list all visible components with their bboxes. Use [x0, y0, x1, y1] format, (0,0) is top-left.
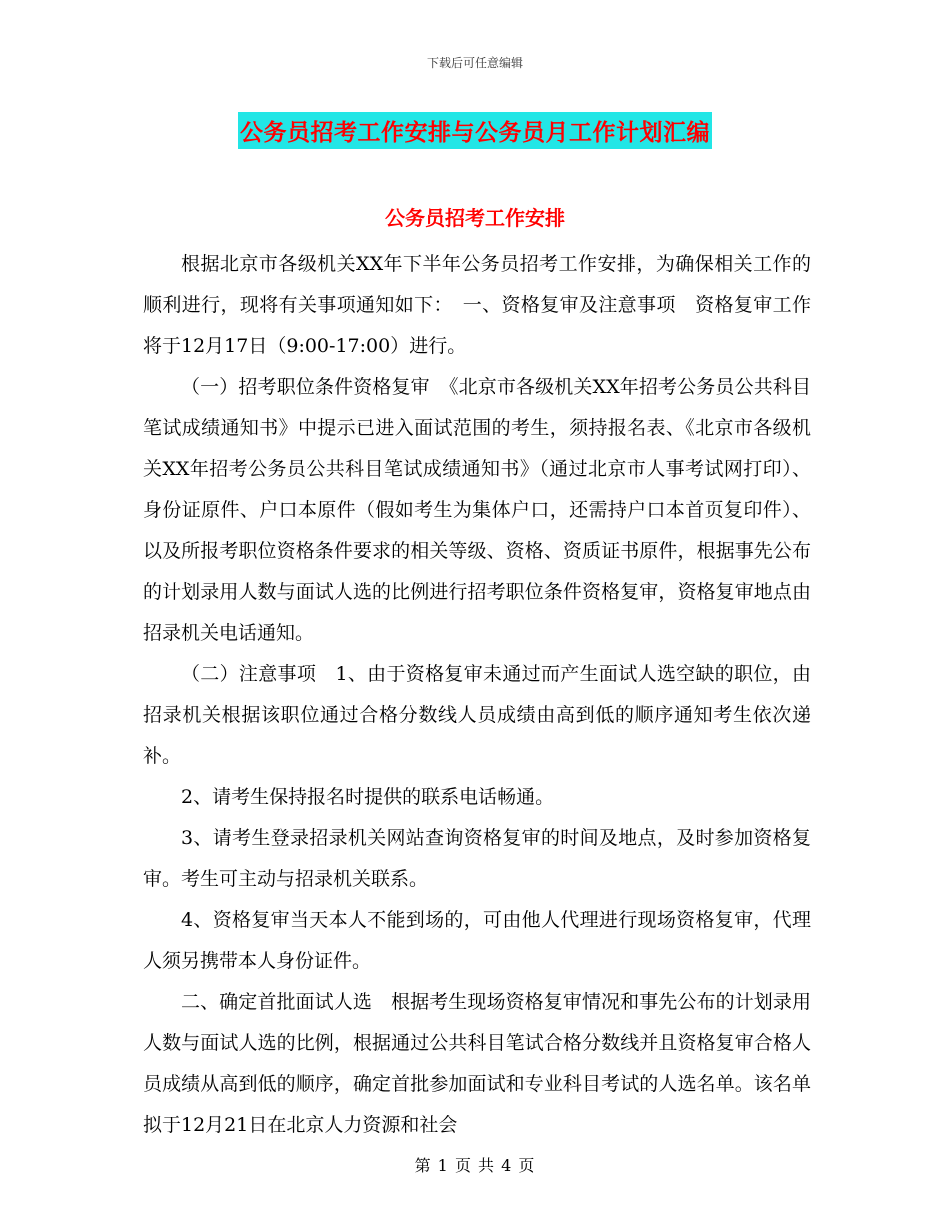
paragraph: 3、请考生登录招录机关网站查询资格复审的时间及地点，及时参加资格复审。考生可主动与招录机关联系。 — [143, 827, 811, 890]
document-body — [143, 244, 811, 1146]
page-number: 第 1 页 共 4 页 — [414, 1156, 536, 1175]
paragraph: 2、请考生保持报名时提供的联系电话畅通。 — [181, 786, 555, 808]
paragraph: （二）注意事项 1、由于资格复审未通过而产生面试人选空缺的职位，由招录机关根据该职位通过合格分数线人员成绩由高到低的顺序通知考生依次递补。 — [143, 663, 811, 767]
page-header-note: 下载后可任意编辑 — [426, 56, 523, 70]
paragraph: 根据北京市各级机关XX年下半年公务员招考工作安排，为确保相关工作的顺利进行，现将有关事项通知如下： 一、资格复审及注意事项 资格复审工作将于12月17日（9:00-17:00）进行。 — [143, 253, 811, 357]
section-title: 公务员招考工作安排 — [385, 206, 565, 230]
main-title: 公务员招考工作安排与公务员月工作计划汇编 — [238, 112, 712, 149]
paragraph: 4、资格复审当天本人不能到场的，可由他人代理进行现场资格复审，代理人须另携带本人身份证件。 — [143, 909, 811, 972]
paragraph: 二、确定首批面试人选 根据考生现场资格复审情况和事先公布的计划录用人数与面试人选的比例，根据通过公共科目笔试合格分数线并且资格复审合格人员成绩从高到低的顺序，确定首批参加面试和专业科目考试的人选名单。该名单拟于12月21日在北京人力资源和社会 — [143, 991, 811, 1136]
main-title-container — [0, 112, 950, 149]
paragraph: （一）招考职位条件资格复审 《北京市各级机关XX年招考公务员公共科目笔试成绩通知书》中提示已进入面试范围的考生，须持报名表、《北京市各级机关XX年招考公务员公共科目笔试成绩通知书》（通过北京市人事考试网打印）、身份证原件、户口本原件（假如考生为集体户口，还需持户口本首页复印件）、以及所报考职位资格条件要求的相关等级、资格、资质证书原件，根据事先公布的计划录用人数与面试人选的比例进行招考职位条件资格复审，资格复审地点由招录机关电话通知。 — [143, 376, 811, 644]
